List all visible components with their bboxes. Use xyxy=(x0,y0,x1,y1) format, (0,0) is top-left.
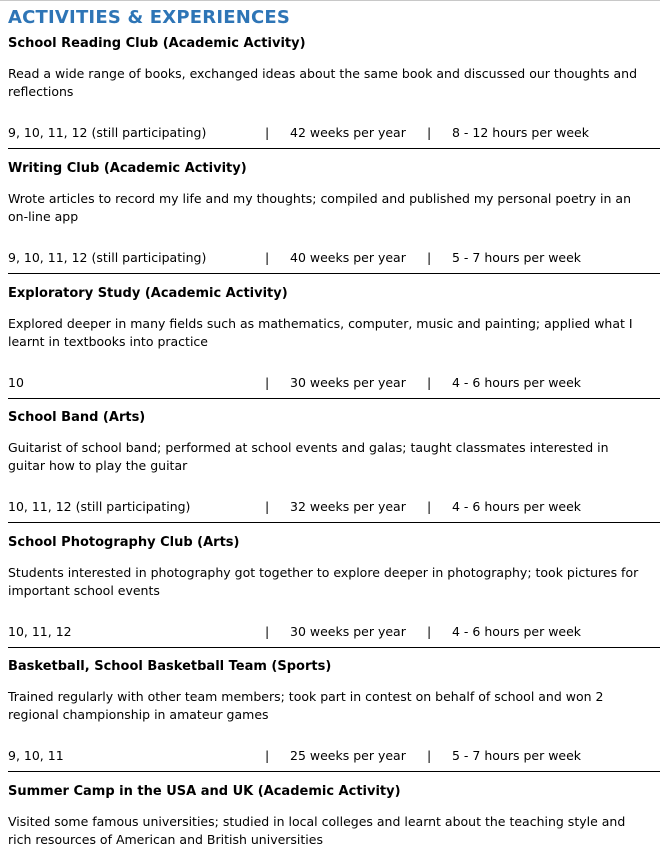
activity-title: Summer Camp in the USA and UK (Academic Activity) xyxy=(8,784,401,799)
activity-title: Writing Club (Academic Activity) xyxy=(8,161,247,176)
meta-separator: | xyxy=(427,375,432,390)
activity-description: Visited some famous universities; studied in local colleges and learnt about the teaching style and rich resources of American and British universities xyxy=(8,814,626,847)
meta-separator: | xyxy=(265,375,270,390)
activity-hours: 4 - 6 hours per week xyxy=(452,624,582,639)
entry-divider xyxy=(8,647,660,648)
activity-description: Wrote articles to record my life and my thoughts; compiled and published my personal poetry in an on-line app xyxy=(8,191,632,224)
activity-grades: 10, 11, 12 (still participating) xyxy=(8,499,191,514)
activity-meta xyxy=(8,498,660,516)
meta-separator: | xyxy=(427,125,432,140)
activity-hours: 8 - 12 hours per week xyxy=(452,125,589,140)
activity-hours: 4 - 6 hours per week xyxy=(452,375,582,390)
activity-hours: 5 - 7 hours per week xyxy=(452,748,582,763)
activity-description: Read a wide range of books, exchanged ideas about the same book and discussed our thoughts and reflections xyxy=(8,66,638,99)
activity-grades: 9, 10, 11, 12 (still participating) xyxy=(8,125,207,140)
activity-grades: 10 xyxy=(8,375,24,390)
top-divider xyxy=(0,0,660,1)
meta-separator: | xyxy=(265,748,270,763)
activity-title: School Band (Arts) xyxy=(8,410,146,425)
entry-divider xyxy=(8,522,660,523)
activity-description: Guitarist of school band; performed at school events and galas; taught classmates interested in guitar how to play the guitar xyxy=(8,440,609,473)
entry-divider xyxy=(8,273,660,274)
meta-separator: | xyxy=(427,624,432,639)
meta-separator: | xyxy=(427,499,432,514)
activity-hours: 4 - 6 hours per week xyxy=(452,499,582,514)
activity-grades: 9, 10, 11, 12 (still participating) xyxy=(8,250,207,265)
activity-grades: 9, 10, 11 xyxy=(8,748,64,763)
activity-description: Students interested in photography got together to explore deeper in photography; took pictures for important school events xyxy=(8,565,639,598)
activity-meta xyxy=(8,374,660,392)
activity-grades: 10, 11, 12 xyxy=(8,624,72,639)
activity-description: Explored deeper in many fields such as mathematics, computer, music and painting; applied what I learnt in textbooks into practice xyxy=(8,316,633,349)
activity-meta xyxy=(8,747,660,765)
activity-weeks: 32 weeks per year xyxy=(290,499,406,514)
meta-separator: | xyxy=(265,250,270,265)
meta-separator: | xyxy=(427,250,432,265)
section-title: ACTIVITIES & EXPERIENCES xyxy=(8,7,291,28)
activity-meta xyxy=(8,623,660,641)
entry-divider xyxy=(8,398,660,399)
entry-divider xyxy=(8,148,660,149)
meta-separator: | xyxy=(427,748,432,763)
activity-weeks: 42 weeks per year xyxy=(290,125,406,140)
activity-meta xyxy=(8,124,660,142)
entry-divider xyxy=(8,771,660,772)
meta-separator: | xyxy=(265,125,270,140)
activity-meta xyxy=(8,249,660,267)
activity-hours: 5 - 7 hours per week xyxy=(452,250,582,265)
activity-title: Exploratory Study (Academic Activity) xyxy=(8,286,288,301)
activity-weeks: 40 weeks per year xyxy=(290,250,406,265)
activity-weeks: 30 weeks per year xyxy=(290,375,406,390)
activity-title: Basketball, School Basketball Team (Sports) xyxy=(8,659,332,674)
activity-title: School Reading Club (Academic Activity) xyxy=(8,36,306,51)
activity-description: Trained regularly with other team members; took part in contest on behalf of school and won 2 regional championship in amateur games xyxy=(8,689,604,722)
activity-title: School Photography Club (Arts) xyxy=(8,535,240,550)
activity-weeks: 30 weeks per year xyxy=(290,624,406,639)
meta-separator: | xyxy=(265,499,270,514)
meta-separator: | xyxy=(265,624,270,639)
activity-weeks: 25 weeks per year xyxy=(290,748,406,763)
